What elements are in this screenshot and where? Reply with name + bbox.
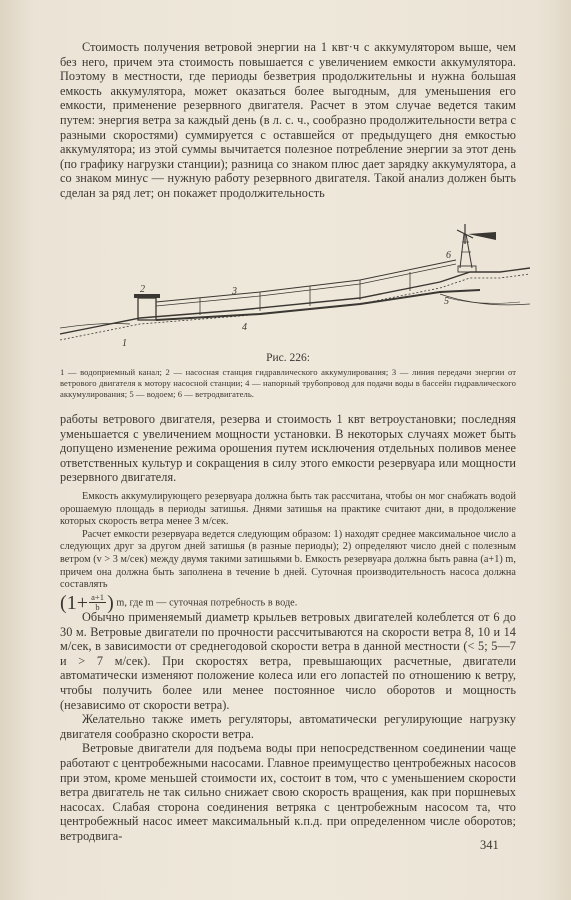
text-block-middle (60, 412, 516, 613)
paragraph-energy-cost: Стоимость получения ветровой энергии на 1 квт·ч с аккумулятором выше, чем без него, причем эта стоимость повышается с увеличением емкости аккумулятора. Поэтому в местности, где периоды безветрия продолжительны и нужна большая емкость аккумулятора, может оказаться более выгодным, для уменьшения его емкости, применение резервного двигателя. Расчет в этом случае ведется таким путем: энергия ветра за каждый день (в л. с. ч., сообразно продолжительности ветра с разными скоростями) суммируется с оставшейся от предыдущего дня емкостью аккумулятора; из этой суммы вычитается полезное потребление энергии за этот день (по графику нагрузки станции); разница со знаком плюс дает зарядку аккумулятора, а со знаком минус — нужную работу резервного двигателя. Такой анализ должен быть сделан за ряд лет; он покажет продолжительность (60, 40, 516, 200)
formula-denominator: b (95, 602, 100, 613)
hydraulic-storage-diagram (60, 222, 530, 358)
paragraph-reservoir-calc: Расчет емкости резервуара ведется следующим образом: 1) находят среднее максимальное число a следующих друг за другом дней затишья (в разные периоды); 2) определяют число дней с полезным ветром (v > 3 м/сек) между двумя такими затишьями b. Емкость резервуара должна быть равна (a+1) m, причем она должна быть заполнена в течение b дней. Суточная производительность насоса должна составлять (60, 528, 516, 591)
figure-label-6: 6 (446, 250, 451, 261)
figure-label-5: 5 (444, 296, 449, 307)
figure-label-1: 1 (122, 338, 127, 349)
figure-226 (60, 222, 530, 358)
paragraph-reserve: работы ветрового двигателя, резерва и стоимость 1 квт ветроустановки; последняя уменьшается с увеличением мощности установки. В некоторых случаях может быть допущено изменение режима орошения путем исключения отдельных поливов менее ответственных культур и сокращения в силу этого емкости резервуара или мощности резервного двигателя. (60, 412, 516, 485)
paragraph-rotor-diameter: Обычно применяемый диаметр крыльев ветровых двигателей колеблется от 6 до 30 м. Ветровые двигатели по прочности рассчитываются на скорости ветра 8, 10 и 14 м/сек, в зависимости от среднегодовой скорости ветра в данной местности (< 5; 5—7 и > 7 м/сек). При скоростях ветра, превышающих расчетные, двигатели автоматически изменяют положение колеса или его лопастей по отношению к ветру, чтобы получить более или менее постоянное число оборотов и мощность (независимо от скорости ветра). (60, 610, 516, 712)
text-block-bottom (60, 610, 516, 844)
formula-tail: m, где m — суточная потребность в воде. (116, 597, 298, 609)
figure-title: Рис. 226: (266, 352, 310, 364)
formula-numerator: a+1 (91, 592, 105, 603)
figure-caption (60, 352, 516, 399)
formula-open: (1+ (60, 591, 89, 614)
text-block-top (60, 40, 516, 201)
figure-label-3: 3 (232, 286, 237, 297)
figure-label-4: 4 (242, 322, 247, 333)
figure-legend: 1 — водоприемный канал; 2 — насосная станция гидравлического аккумулирования; 3 — линия передачи энергии от ветрового двигателя к мотору насосной станции; 4 — напорный трубопровод для подачи воды в бассейн гидравлического аккумулирования; 5 — водоем; 6 — ветродвигатель. (60, 367, 516, 399)
paragraph-regulators: Желательно также иметь регуляторы, автоматически регулирующие нагрузку двигателя сообразно скорости ветра. (60, 712, 516, 741)
page-number: 341 (480, 838, 499, 852)
paragraph-centrifugal-pumps: Ветровые двигатели для подъема воды при непосредственном соединении чаще работают с центробежными насосами. Главное преимущество центробежных насосов при этом, кроме меньшей стоимости их, состоит в том, что с уменьшением скорости ветра двигатель не так сильно снижает свою скорость вращения, как при поршневых насосах. Слабая сторона соединения ветряка с центробежным насосом та, что центробежный насос имеет максимальный к.п.д. при определенном числе оборотов; ветродвига- (60, 741, 516, 843)
formula-close: ) (107, 591, 114, 614)
paragraph-reservoir-capacity: Емкость аккумулирующего резервуара должна быть так рассчитана, чтобы он мог снабжать водой орошаемую площадь в периоды затишья. Днями затишья на практике считают дни, в продолжение которых скорость ветра менее 3 м/сек. (60, 490, 516, 528)
figure-label-2: 2 (140, 284, 145, 295)
